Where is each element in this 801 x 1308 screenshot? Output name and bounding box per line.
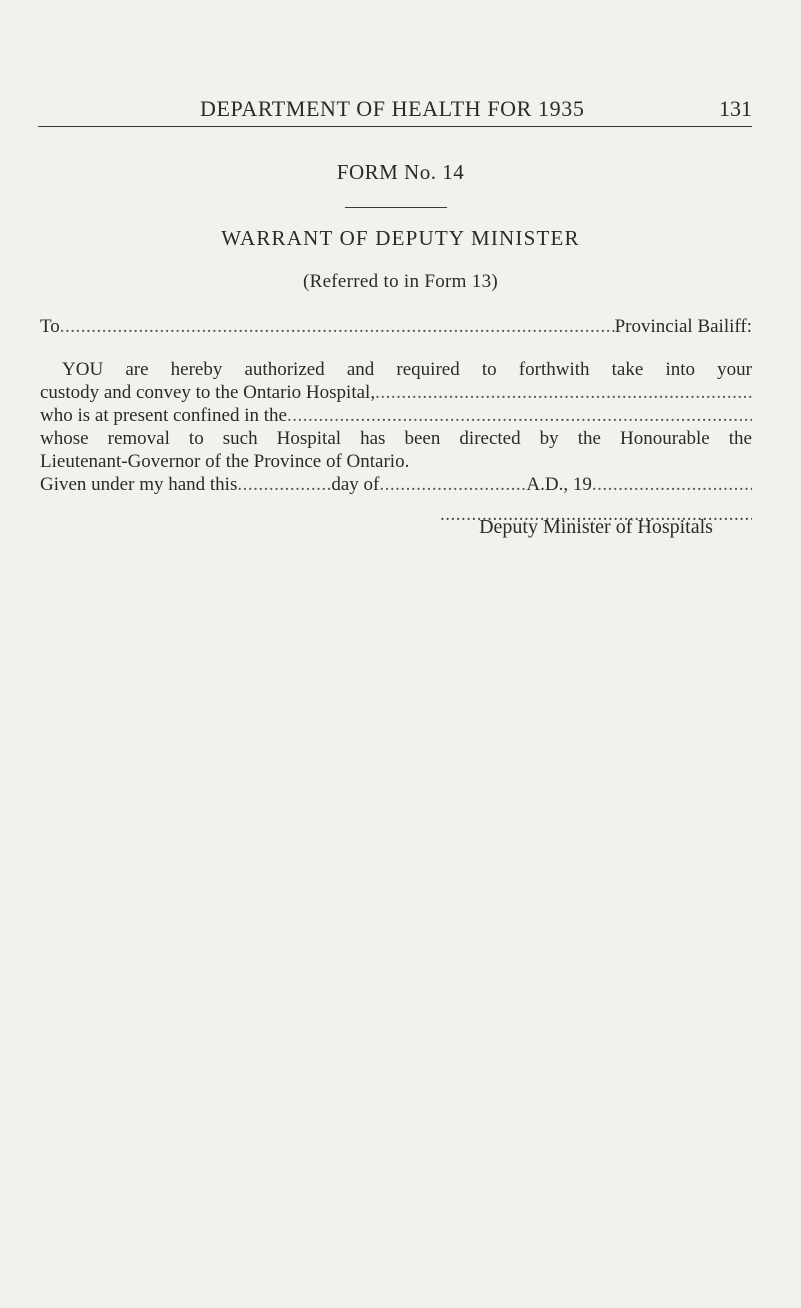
- body-line-3: [40, 404, 752, 427]
- running-header: [38, 96, 752, 127]
- body-line-2: [40, 381, 752, 404]
- signature-title: Deputy Minister of Hospitals: [479, 516, 713, 538]
- fill-in-blank-recipient[interactable]: [60, 315, 615, 338]
- form-number: FORM No. 14: [336, 160, 465, 184]
- body-line-5-text: Lieutenant-Governor of the Province of Ontario.: [40, 451, 410, 472]
- given-ad-label: A.D., 19: [526, 474, 592, 495]
- page-number: 131: [719, 96, 752, 121]
- body-line-2-text: custody and convey to the Ontario Hospital,: [40, 382, 376, 403]
- fill-in-blank-institution[interactable]: [287, 404, 752, 427]
- fill-in-blank-month[interactable]: [379, 473, 526, 496]
- body-line-1: YOU are hereby authorized and required to forthwith take into your: [62, 359, 752, 380]
- body-line-3-text: who is at present confined in the: [40, 405, 287, 426]
- address-line: [40, 315, 752, 338]
- form-reference: (Referred to in Form 13): [302, 271, 499, 292]
- body-line-4: whose removal to such Hospital has been directed by the Honourable the: [40, 428, 752, 449]
- fill-in-blank-day[interactable]: [237, 473, 331, 496]
- form-title: WARRANT OF DEPUTY MINISTER: [221, 226, 580, 250]
- given-day-label: day of: [331, 474, 380, 495]
- running-title: DEPARTMENT OF HEALTH FOR 1935: [200, 96, 585, 121]
- fill-in-blank-hospital[interactable]: [375, 381, 752, 404]
- address-to: To: [40, 316, 60, 337]
- body-line-5: [40, 450, 752, 473]
- given-line: [40, 473, 752, 496]
- title-divider: [345, 207, 447, 208]
- given-text: Given under my hand this: [40, 474, 238, 495]
- fill-in-blank-year[interactable]: [592, 473, 752, 496]
- address-recipient: Provincial Bailiff:: [614, 316, 752, 337]
